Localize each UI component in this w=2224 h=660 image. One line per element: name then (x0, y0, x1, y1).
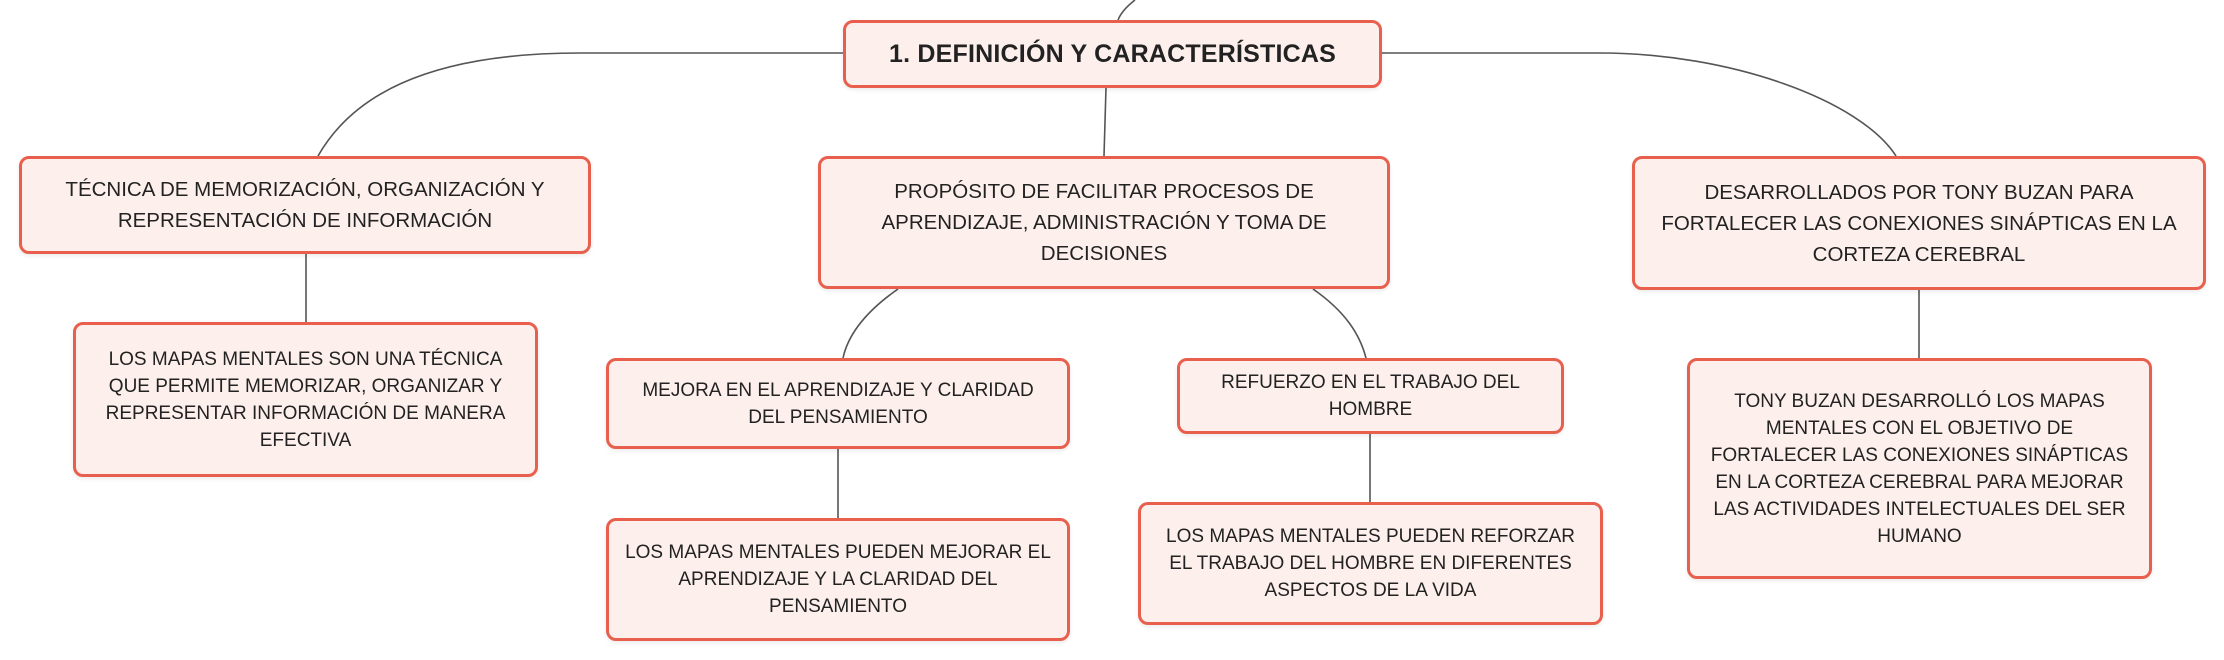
detail-label: LOS MAPAS MENTALES PUEDEN MEJORAR EL APRENDIZAJE Y LA CLARIDAD DEL PENSAMIENTO (625, 542, 1051, 617)
branch-label: PROPÓSITO DE FACILITAR PROCESOS DE APRENDIZAJE, ADMINISTRACIÓN Y TOMA DE DECISIONES (881, 180, 1327, 265)
branch-label: DESARROLLADOS POR TONY BUZAN PARA FORTALECER LAS CONEXIONES SINÁPTICAS EN LA CORTEZA CEREBRAL (1661, 180, 2177, 266)
detail-node-refuerzo[interactable] (1138, 502, 1603, 625)
branch-node-tony-buzan[interactable] (1632, 156, 2206, 290)
subbranch-label: MEJORA EN EL APRENDIZAJE Y CLARIDAD DEL PENSAMIENTO (642, 379, 1034, 428)
root-label: 1. DEFINICIÓN Y CARACTERÍSTICAS (889, 39, 1336, 68)
detail-node-mapas-tecnica[interactable] (73, 322, 538, 477)
branch-node-proposito[interactable] (818, 156, 1390, 289)
subbranch-label: REFUERZO EN EL TRABAJO DEL HOMBRE (1221, 372, 1520, 420)
connector-root-incoming (1118, 0, 1135, 20)
detail-label: LOS MAPAS MENTALES PUEDEN REFORZAR EL TRABAJO DEL HOMBRE EN DIFERENTES ASPECTOS DE LA VIDA (1166, 526, 1575, 601)
subbranch-node-refuerzo[interactable] (1177, 358, 1564, 434)
detail-node-tony-buzan[interactable] (1687, 358, 2152, 579)
detail-label: LOS MAPAS MENTALES SON UNA TÉCNICA QUE PERMITE MEMORIZAR, ORGANIZAR Y REPRESENTAR INFORMACIÓN DE MANERA EFECTIVA (105, 348, 506, 451)
connector-root-to-branch-2 (1104, 88, 1106, 156)
subbranch-node-mejora[interactable] (606, 358, 1070, 449)
root-node[interactable] (843, 20, 1382, 88)
branch-node-tecnica[interactable] (19, 156, 591, 254)
connector-branch-2-to-child-2 (1313, 289, 1366, 358)
branch-label: TÉCNICA DE MEMORIZACIÓN, ORGANIZACIÓN Y REPRESENTACIÓN DE INFORMACIÓN (65, 178, 545, 232)
detail-label: TONY BUZAN DESARROLLÓ LOS MAPAS MENTALES CON EL OBJETIVO DE FORTALECER LAS CONEXIONES SINÁPTICAS EN LA CORTEZA CEREBRAL PARA MEJORAR LAS ACTIVIDADES INTELECTUALES DEL SER HUMANO (1710, 390, 2129, 547)
detail-node-mejora[interactable] (606, 518, 1070, 641)
connector-root-to-branch-1 (318, 53, 843, 156)
connector-root-to-branch-3 (1382, 53, 1896, 156)
connector-branch-2-to-child-1 (843, 289, 898, 358)
